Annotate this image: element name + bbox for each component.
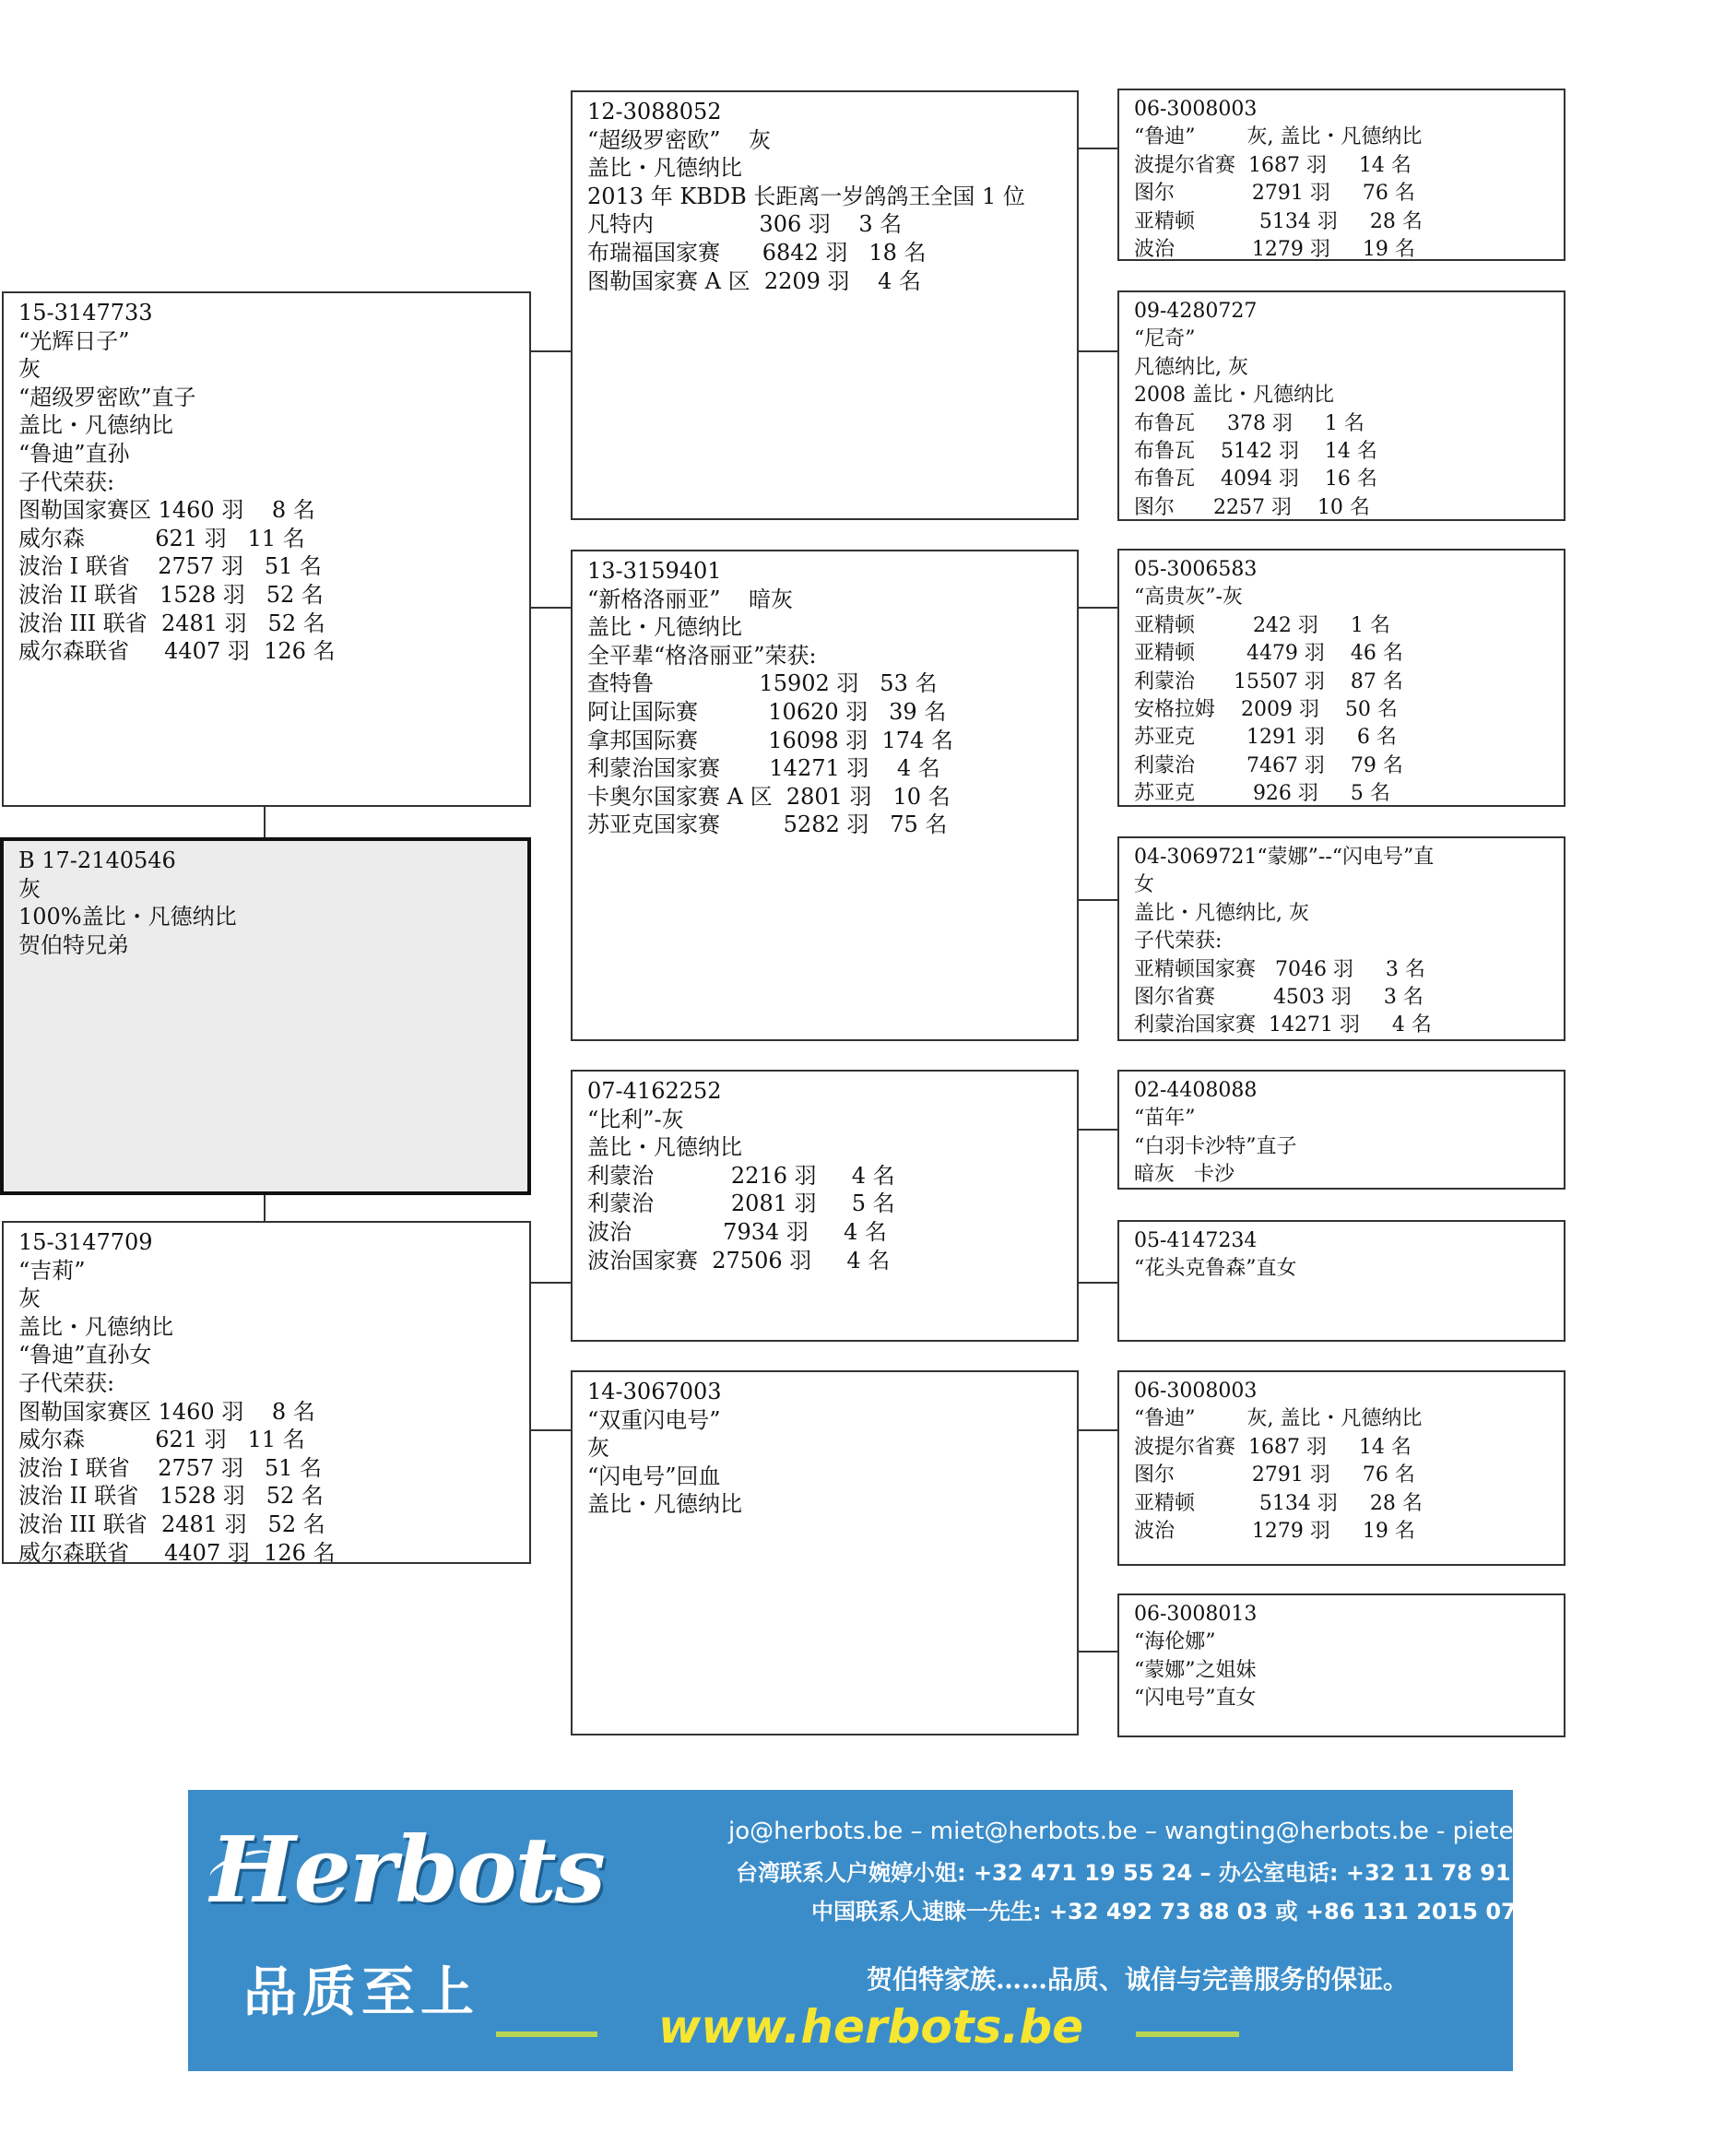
pedigree-line: 子代荣获:: [18, 1369, 115, 1396]
pedigree-line: 亚精顿 5134 羽 28 名: [1134, 209, 1423, 233]
pedigree-line: 14-3067003: [587, 1379, 722, 1404]
pedigree-line: “新格洛丽亚” 暗灰: [587, 586, 794, 612]
pedigree-card-dam: [2, 1221, 531, 1564]
pedigree-line: 利蒙治 7467 羽 79 名: [1134, 753, 1403, 777]
pedigree-line: 布鲁瓦 5142 羽 14 名: [1134, 440, 1377, 464]
connector: [264, 1193, 266, 1221]
pedigree-line: 13-3159401: [587, 558, 722, 584]
pedigree-line: “闪电号”回血: [587, 1463, 721, 1489]
china-contact: 中国联系人速睐一先生: +32 492 73 88 03 或 +86 131 2015 0755: [811, 1899, 1548, 1925]
pedigree-line: 图尔省赛 4503 羽 3 名: [1134, 986, 1424, 1010]
pedigree-line: “花头克鲁森”直女: [1134, 1257, 1297, 1281]
pedigree-line: 12-3088052: [587, 99, 722, 124]
pedigree-card-subject: [0, 837, 531, 1195]
pedigree-line: 波治 1279 羽 19 名: [1134, 1520, 1415, 1544]
pedigree-line: “海伦娜”: [1134, 1630, 1216, 1654]
pedigree-line: 布鲁瓦 378 羽 1 名: [1134, 411, 1364, 435]
pedigree-line: “高贵灰”-灰: [1134, 586, 1243, 610]
pedigree-line: 灰: [18, 356, 41, 383]
pedigree-line: 利蒙治 2081 羽 5 名: [587, 1191, 895, 1217]
pedigree-line: 05-4147234: [1134, 1229, 1258, 1252]
pedigree-card-ggp-2: [1117, 290, 1565, 521]
pedigree-line: 女: [1134, 873, 1155, 897]
pedigree-line: 查特鲁 15902 羽 53 名: [587, 670, 938, 697]
pedigree-card-granddam-maternal: [571, 1370, 1079, 1735]
pedigree-line: 06-3008013: [1134, 1603, 1258, 1626]
pedigree-line: 威尔森联省 4407 羽 126 名: [18, 1539, 336, 1566]
connector: [1077, 148, 1118, 149]
pedigree-line: 灰: [18, 875, 41, 902]
pedigree-line: “吉莉”: [18, 1257, 86, 1284]
pedigree-line: 09-4280727: [1134, 300, 1258, 323]
pedigree-line: “鲁迪” 灰, 盖比・凡德纳比: [1134, 125, 1423, 149]
pedigree-line: 波治 III 联省 2481 羽 52 名: [18, 610, 325, 636]
pedigree-line: 盖比・凡德纳比: [587, 1491, 742, 1518]
connector: [529, 607, 572, 609]
pedigree-line: “闪电号”直女: [1134, 1687, 1257, 1711]
brand-logo: Herbots: [210, 1818, 604, 1924]
pedigree-line: “鲁迪” 灰, 盖比・凡德纳比: [1134, 1407, 1423, 1431]
pedigree-line: 苏亚克国家赛 5282 羽 75 名: [587, 811, 948, 838]
pedigree-line: 威尔森联省 4407 羽 126 名: [18, 638, 336, 665]
pedigree-line: 图勒国家赛区 1460 羽 8 名: [18, 1398, 315, 1425]
pedigree-line: 波治 II 联省 1528 羽 52 名: [18, 581, 324, 608]
pedigree-line: 阿让国际赛 10620 羽 39 名: [587, 698, 947, 725]
pedigree-line: 布鲁瓦 4094 羽 16 名: [1134, 468, 1377, 492]
pedigree-card-grandsire-maternal: [571, 1070, 1079, 1342]
pedigree-line: 拿邦国际赛 16098 羽 174 名: [587, 727, 953, 753]
pedigree-line: “鲁迪”直孙女: [18, 1342, 152, 1368]
pedigree-line: 15-3147733: [18, 300, 153, 326]
pedigree-line: 波治 II 联省 1528 羽 52 名: [18, 1483, 324, 1510]
pedigree-line: 盖比・凡德纳比, 灰: [1134, 901, 1309, 925]
pedigree-line: “双重闪电号”: [587, 1406, 721, 1433]
pedigree-line: 波提尔省赛 1687 羽 14 名: [1134, 153, 1412, 177]
footer-banner: [188, 1790, 1713, 2071]
connector: [529, 350, 572, 352]
pedigree-line: 2008 盖比・凡德纳比: [1134, 384, 1334, 408]
pedigree-line: “鲁迪”直孙: [18, 440, 130, 467]
connector: [1077, 607, 1118, 609]
pedigree-line: 波治 I 联省 2757 羽 51 名: [18, 553, 323, 580]
pedigree-line: 亚精顿 242 羽 1 名: [1134, 613, 1390, 637]
pedigree-line: 全平辈“格洛丽亚”荣获:: [587, 642, 817, 669]
pedigree-card-ggp-6: [1117, 1220, 1565, 1342]
divider: [1136, 2032, 1239, 2037]
pedigree-line: 2013 年 KBDB 长距离一岁鸽鸽王全国 1 位: [587, 183, 1025, 209]
pedigree-line: “比利”-灰: [587, 1106, 684, 1132]
connector: [1077, 1129, 1118, 1131]
connector: [1077, 1282, 1118, 1284]
pedigree-line: “超级罗密欧”直子: [18, 384, 196, 410]
pedigree-line: 凡特内 306 羽 3 名: [587, 211, 903, 238]
pedigree-card-ggp-8: [1117, 1593, 1565, 1737]
pedigree-line: 安格拉姆 2009 羽 50 名: [1134, 698, 1398, 722]
pedigree-line: “尼奇”: [1134, 327, 1196, 351]
pedigree-line: 威尔森 621 羽 11 名: [18, 525, 305, 551]
website-link[interactable]: www.herbots.be: [658, 2000, 1084, 2054]
connector: [529, 1282, 572, 1284]
pedigree-line: 灰: [18, 1285, 41, 1312]
pedigree-line: 苏亚克 926 羽 5 名: [1134, 782, 1390, 806]
pedigree-line: 亚精顿 4479 羽 46 名: [1134, 642, 1403, 666]
pedigree-card-ggp-7: [1117, 1370, 1565, 1566]
pedigree-line: 图尔 2257 羽 10 名: [1134, 495, 1370, 519]
pedigree-card-ggp-3: [1117, 549, 1565, 807]
pedigree-line: 波治 1279 羽 19 名: [1134, 238, 1415, 262]
pedigree-card-ggp-1: [1117, 89, 1565, 261]
pedigree-card-sire: [2, 291, 531, 807]
pedigree-line: 图尔 2791 羽 76 名: [1134, 182, 1415, 206]
pedigree-line: 波治 7934 羽 4 名: [587, 1218, 887, 1245]
pedigree-line: 04-3069721“蒙娜”--“闪电号”直: [1134, 846, 1435, 869]
pedigree-line: “苗年”: [1134, 1107, 1196, 1131]
pedigree-line: 15-3147709: [18, 1229, 153, 1255]
pedigree-line: 盖比・凡德纳比: [587, 614, 742, 641]
pedigree-line: 子代荣获:: [18, 468, 115, 495]
pedigree-line: 利蒙治 15507 羽 87 名: [1134, 669, 1403, 693]
pedigree-card-ggp-5: [1117, 1070, 1565, 1190]
pedigree-line: 图勒国家赛 A 区 2209 羽 4 名: [587, 267, 921, 294]
pedigree-line: 盖比・凡德纳比: [18, 1313, 173, 1340]
pedigree-line: 灰: [587, 1435, 609, 1462]
pedigree-line: 盖比・凡德纳比: [587, 1134, 742, 1161]
pedigree-line: 05-3006583: [1134, 558, 1258, 581]
pedigree-line: 波治国家赛 27506 羽 4 名: [587, 1247, 891, 1273]
connector: [264, 806, 266, 838]
pedigree-line: 波治 III 联省 2481 羽 52 名: [18, 1510, 325, 1537]
pedigree-card-granddam-paternal: [571, 550, 1079, 1041]
pedigree-line: 利蒙治国家赛 14271 羽 4 名: [587, 755, 940, 782]
pedigree-line: 07-4162252: [587, 1078, 722, 1104]
pedigree-line: 凡德纳比, 灰: [1134, 355, 1248, 379]
connector: [1077, 1429, 1118, 1431]
pedigree-line: 利蒙治 2216 羽 4 名: [587, 1162, 895, 1189]
pedigree-line: 贺伯特兄弟: [18, 931, 129, 958]
pedigree-line: 06-3008003: [1134, 1380, 1258, 1403]
taiwan-contact: 台湾联系人户婉婷小姐: +32 471 19 55 24 – 办公室电话: +32 11 78 91 90: [736, 1860, 1550, 1886]
pedigree-line: 100%盖比・凡德纳比: [18, 904, 237, 930]
connector: [529, 1429, 572, 1431]
pedigree-line: 盖比・凡德纳比: [18, 412, 173, 439]
pedigree-line: 02-4408088: [1134, 1079, 1258, 1102]
pedigree-line: 波治 I 联省 2757 羽 51 名: [18, 1454, 323, 1481]
pedigree-line: 利蒙治国家赛 14271 羽 4 名: [1134, 1013, 1432, 1037]
pedigree-line: “白羽卡沙特”直子: [1134, 1134, 1297, 1158]
connector: [1077, 350, 1118, 352]
email-contacts[interactable]: jo@herbots.be – miet@herbots.be – wangting@herbots.be - pieterjan@herbots.be: [728, 1818, 1713, 1845]
pedigree-line: 波提尔省赛 1687 羽 14 名: [1134, 1435, 1412, 1459]
pedigree-line: 亚精顿国家赛 7046 羽 3 名: [1134, 957, 1425, 981]
brand-tagline: 品质至上: [243, 1961, 480, 2023]
pedigree-line: 盖比・凡德纳比: [587, 155, 742, 182]
pedigree-line: 卡奥尔国家赛 A 区 2801 羽 10 名: [587, 783, 951, 810]
pedigree-line: “蒙娜”之姐妹: [1134, 1658, 1257, 1682]
pedigree-card-grandsire-paternal: [571, 90, 1079, 520]
pedigree-line: “超级罗密欧” 灰: [587, 126, 772, 153]
pedigree-line: 布瑞福国家赛 6842 羽 18 名: [587, 239, 927, 266]
pedigree-card-ggp-4: [1117, 836, 1565, 1041]
pedigree-line: “光辉日子”: [18, 327, 130, 354]
brand-slogan: 贺伯特家族……品质、诚信与完善服务的保证。: [867, 1964, 1410, 1995]
pedigree-line: 图尔 2791 羽 76 名: [1134, 1463, 1415, 1487]
pedigree-line: 子代荣获:: [1134, 930, 1223, 954]
connector: [1077, 899, 1118, 901]
pedigree-line: 威尔森 621 羽 11 名: [18, 1427, 305, 1453]
pedigree-line: 苏亚克 1291 羽 6 名: [1134, 726, 1397, 750]
pedigree-line: 图勒国家赛区 1460 羽 8 名: [18, 497, 315, 524]
connector: [1077, 1651, 1118, 1653]
pedigree-line: 亚精顿 5134 羽 28 名: [1134, 1491, 1423, 1515]
divider: [496, 2032, 597, 2037]
pedigree-line: 06-3008003: [1134, 98, 1258, 121]
pedigree-line: B 17-2140546: [18, 847, 176, 873]
pedigree-line: 暗灰 卡沙: [1134, 1163, 1235, 1187]
